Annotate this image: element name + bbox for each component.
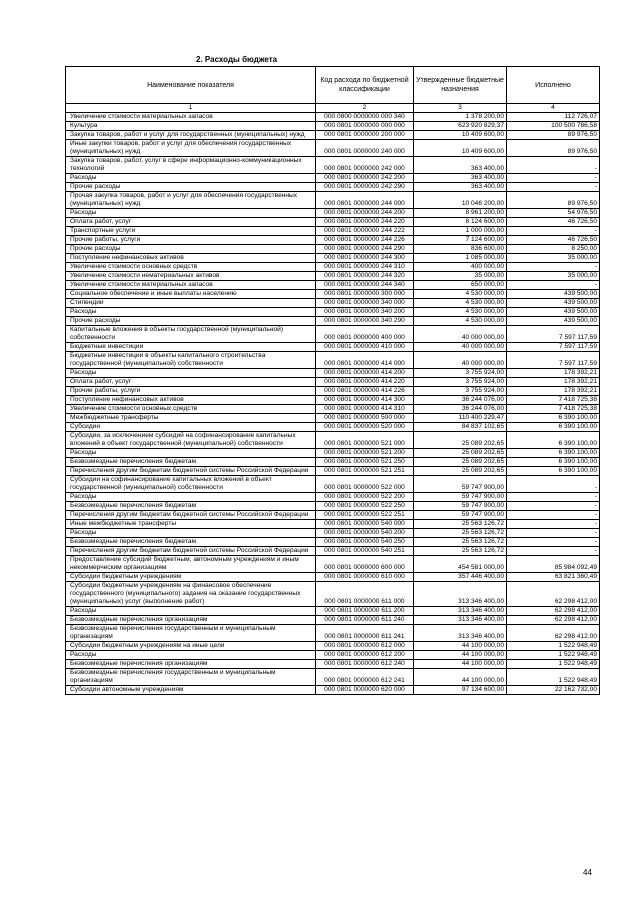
row-executed: -: [507, 493, 600, 502]
row-approved: 25 089 202,65: [414, 449, 507, 458]
row-approved: 59 747 900,00: [414, 502, 507, 511]
row-executed: 62 298 412,00: [507, 616, 600, 625]
table-row: [66, 396, 600, 405]
row-code: 000 0801 0000000 521 000: [316, 432, 414, 449]
row-code: 000 0801 0000000 244 290: [316, 245, 414, 254]
row-approved: 25 089 202,65: [414, 458, 507, 467]
header-executed: Исполнено: [507, 67, 600, 104]
row-approved: 454 581 000,00: [414, 556, 507, 573]
row-name: Расходы: [66, 529, 316, 538]
table-row: [66, 299, 600, 308]
table-row: [66, 502, 600, 511]
row-code: 000 0801 0000000 610 000: [316, 573, 414, 582]
row-code: 000 0801 0000000 522 200: [316, 493, 414, 502]
row-executed: 6 390 100,00: [507, 449, 600, 458]
row-code: 000 0801 0000000 242 200: [316, 174, 414, 183]
row-approved: 25 089 202,65: [414, 467, 507, 476]
row-approved: 36 244 076,00: [414, 396, 507, 405]
row-name: Культура: [66, 122, 316, 131]
row-name: Иные закупки товаров, работ и услуг для обеспечения государственных (муниципальных) нужд: [66, 140, 316, 157]
row-code: 000 0801 0000000 612 241: [316, 669, 414, 686]
row-name: Иные межбюджетные трансферты: [66, 520, 316, 529]
row-code: 000 0801 0000000 521 200: [316, 449, 414, 458]
row-name: Безвозмездные перечисления государственным и муниципальным организациям: [66, 669, 316, 686]
row-executed: 54 976,50: [507, 209, 600, 218]
table-row: [66, 254, 600, 263]
row-approved: 10 046 200,00: [414, 192, 507, 209]
table-row: [66, 122, 600, 131]
row-name: Безвозмездные перечисления бюджетам: [66, 502, 316, 511]
row-name: Закупка товаров, работ, услуг в сфере информационно-коммуникационных технологий: [66, 157, 316, 174]
row-name: Увеличение стоимости основных средств: [66, 263, 316, 272]
table-row: [66, 209, 600, 218]
table-row: [66, 476, 600, 493]
row-name: Бюджетные инвестиции в объекты капитального строительства государственной (муниципальной) собственности: [66, 352, 316, 369]
row-name: Безвозмездные перечисления государственным и муниципальным организациям: [66, 625, 316, 642]
row-executed: -: [507, 511, 600, 520]
row-name: Прочие расходы: [66, 183, 316, 192]
row-code: 000 0801 0000000 522 251: [316, 511, 414, 520]
row-code: 000 0801 0000000 000 000: [316, 122, 414, 131]
row-approved: 357 446 400,00: [414, 573, 507, 582]
row-approved: 1 085 000,00: [414, 254, 507, 263]
table-row: [66, 263, 600, 272]
row-code: 000 0801 0000000 522 250: [316, 502, 414, 511]
section-title: 2. Расходы бюджета: [196, 55, 278, 64]
row-executed: 85 984 092,49: [507, 556, 600, 573]
row-name: Безвозмездные перечисления бюджетам: [66, 458, 316, 467]
table-row: [66, 651, 600, 660]
row-code: 000 0801 0000000 340 200: [316, 308, 414, 317]
row-approved: 40 000 000,00: [414, 326, 507, 343]
row-executed: -: [507, 227, 600, 236]
row-executed: 7 597 117,59: [507, 326, 600, 343]
row-approved: 4 530 000,00: [414, 299, 507, 308]
row-code: 000 0801 0000000 540 200: [316, 529, 414, 538]
row-executed: -: [507, 502, 600, 511]
row-executed: 35 000,00: [507, 272, 600, 281]
table-row: [66, 352, 600, 369]
table-row: [66, 414, 600, 423]
row-name: Бюджетные инвестиции: [66, 343, 316, 352]
table-row: [66, 616, 600, 625]
row-approved: 8 961 200,00: [414, 209, 507, 218]
table-row: [66, 493, 600, 502]
row-name: Безвозмездные перечисления организациям: [66, 660, 316, 669]
row-executed: 6 390 100,00: [507, 423, 600, 432]
row-code: 000 0801 0000000 611 241: [316, 625, 414, 642]
table-row: [66, 538, 600, 547]
row-approved: 35 000,00: [414, 272, 507, 281]
row-approved: 25 563 126,72: [414, 529, 507, 538]
row-approved: 313 346 400,00: [414, 607, 507, 616]
row-executed: 46 726,50: [507, 218, 600, 227]
row-approved: 4 530 000,00: [414, 290, 507, 299]
table-row: [66, 669, 600, 686]
row-code: 000 0801 0000000 200 000: [316, 131, 414, 140]
row-name: Перечисления другим бюджетам бюджетной системы Российской Федерации: [66, 467, 316, 476]
row-approved: 650 000,00: [414, 281, 507, 290]
row-approved: 3 755 924,00: [414, 369, 507, 378]
row-code: 000 0801 0000000 410 000: [316, 343, 414, 352]
row-executed: -: [507, 520, 600, 529]
row-approved: 25 563 126,72: [414, 520, 507, 529]
row-code: 000 0801 0000000 414 220: [316, 378, 414, 387]
row-approved: 400 000,00: [414, 263, 507, 272]
table-row: [66, 432, 600, 449]
row-code: 000 0801 0000000 244 200: [316, 209, 414, 218]
table-row: [66, 520, 600, 529]
row-executed: 62 298 412,00: [507, 625, 600, 642]
row-executed: 6 390 100,00: [507, 414, 600, 423]
row-name: Прочие расходы: [66, 317, 316, 326]
row-code: 000 0801 0000000 620 000: [316, 686, 414, 695]
row-approved: 313 346 400,00: [414, 582, 507, 607]
row-approved: 59 747 900,00: [414, 476, 507, 493]
row-approved: 59 747 900,00: [414, 511, 507, 520]
row-name: Предоставление субсидий бюджетным, автономным учреждениям и иным некоммерческим организациям: [66, 556, 316, 573]
row-approved: 25 563 126,72: [414, 547, 507, 556]
row-name: Социальное обеспечение и иные выплаты населению: [66, 290, 316, 299]
table-row: [66, 529, 600, 538]
table-row: [66, 272, 600, 281]
table-row: [66, 607, 600, 616]
table-row: [66, 308, 600, 317]
row-approved: 44 100 000,00: [414, 660, 507, 669]
row-executed: 439 500,00: [507, 317, 600, 326]
row-name: Поступление нефинансовых активов: [66, 254, 316, 263]
table-row: [66, 343, 600, 352]
row-approved: 10 409 600,00: [414, 140, 507, 157]
row-code: 000 0801 0000000 522 000: [316, 476, 414, 493]
table-row: [66, 547, 600, 556]
row-code: 000 0801 0000000 520 000: [316, 423, 414, 432]
row-approved: 8 124 600,00: [414, 218, 507, 227]
table-row: [66, 511, 600, 520]
row-name: Оплата работ, услуг: [66, 378, 316, 387]
table-row: [66, 218, 600, 227]
row-code: 000 0801 0000000 244 226: [316, 236, 414, 245]
column-number: 4: [507, 104, 600, 113]
row-code: 000 0801 0000000 340 290: [316, 317, 414, 326]
row-name: Капитальные вложения в объекты государственной (муниципальной) собственности: [66, 326, 316, 343]
row-name: Перечисления другим бюджетам бюджетной системы Российской Федерации: [66, 547, 316, 556]
row-approved: 4 530 000,00: [414, 317, 507, 326]
row-code: 000 0801 0000000 240 000: [316, 140, 414, 157]
table-row: [66, 660, 600, 669]
row-name: Расходы: [66, 607, 316, 616]
row-executed: 7 597 117,59: [507, 352, 600, 369]
row-executed: -: [507, 476, 600, 493]
row-executed: 178 392,21: [507, 369, 600, 378]
header-indicator: Наименование показателя: [66, 67, 316, 104]
row-name: Расходы: [66, 174, 316, 183]
row-executed: 62 298 412,00: [507, 582, 600, 607]
row-approved: 84 837 102,65: [414, 423, 507, 432]
row-name: Увеличение стоимости основных средств: [66, 405, 316, 414]
row-executed: 7 418 725,38: [507, 405, 600, 414]
row-name: Увеличение стоимости нематериальных активов: [66, 272, 316, 281]
row-approved: 40 000 000,00: [414, 352, 507, 369]
row-executed: 6 390 100,00: [507, 458, 600, 467]
row-executed: 1 522 948,49: [507, 642, 600, 651]
row-executed: 100 500 786,58: [507, 122, 600, 131]
row-executed: -: [507, 281, 600, 290]
table-row: [66, 686, 600, 695]
row-executed: 439 500,00: [507, 290, 600, 299]
row-name: Расходы: [66, 308, 316, 317]
row-code: 000 0801 0000000 600 000: [316, 556, 414, 573]
row-name: Закупка товаров, работ и услуг для государственных (муниципальных) нужд: [66, 131, 316, 140]
row-executed: 6 390 100,00: [507, 432, 600, 449]
table-row: [66, 625, 600, 642]
table-row: [66, 405, 600, 414]
row-executed: 1 522 948,49: [507, 651, 600, 660]
row-code: 000 0801 0000000 414 310: [316, 405, 414, 414]
row-executed: 1 522 948,49: [507, 660, 600, 669]
header-code: Код расхода по бюджетной классификации: [316, 67, 414, 104]
row-executed: 89 976,50: [507, 192, 600, 209]
row-approved: 10 409 600,00: [414, 131, 507, 140]
row-name: Субсидии, за исключением субсидий на софинансирование капитальных вложений в объект государственной (муниципальной) собственности: [66, 432, 316, 449]
row-name: Субсидии бюджетным учреждениям: [66, 573, 316, 582]
row-name: Субсидии бюджетным учреждениям на иные цели: [66, 642, 316, 651]
table-row: [66, 183, 600, 192]
row-name: Расходы: [66, 651, 316, 660]
row-code: 000 0801 0000000 414 300: [316, 396, 414, 405]
row-executed: 112 726,07: [507, 113, 600, 122]
row-name: Перечисления другим бюджетам бюджетной системы Российской Федерации: [66, 511, 316, 520]
row-approved: 36 244 076,00: [414, 405, 507, 414]
table-row: [66, 387, 600, 396]
row-name: Расходы: [66, 209, 316, 218]
row-approved: 3 755 924,00: [414, 378, 507, 387]
row-name: Прочие работы, услуги: [66, 236, 316, 245]
row-name: Межбюджетные трансферты: [66, 414, 316, 423]
table-row: [66, 369, 600, 378]
row-executed: 89 976,50: [507, 140, 600, 157]
row-code: 000 0801 0000000 414 226: [316, 387, 414, 396]
row-name: Прочие работы, услуги: [66, 387, 316, 396]
row-code: 000 0801 0000000 612 240: [316, 660, 414, 669]
row-executed: 6 390 100,00: [507, 467, 600, 476]
row-name: Субсидии на софинансирование капитальных вложений в объект государственной (муниципальной) собственности: [66, 476, 316, 493]
row-name: Оплата работ, услуг: [66, 218, 316, 227]
row-approved: 623 920 829,37: [414, 122, 507, 131]
row-approved: 4 530 000,00: [414, 308, 507, 317]
row-code: 000 0801 0000000 540 000: [316, 520, 414, 529]
table-row: [66, 449, 600, 458]
row-executed: 62 298 412,00: [507, 607, 600, 616]
row-approved: 97 134 600,00: [414, 686, 507, 695]
table-row: [66, 236, 600, 245]
table-row: [66, 423, 600, 432]
row-code: 000 0801 0000000 611 200: [316, 607, 414, 616]
row-code: 000 0801 0000000 244 220: [316, 218, 414, 227]
row-approved: 44 100 000,00: [414, 642, 507, 651]
row-executed: 7 597 117,59: [507, 343, 600, 352]
row-approved: 313 346 400,00: [414, 625, 507, 642]
row-executed: -: [507, 174, 600, 183]
row-executed: 46 726,50: [507, 236, 600, 245]
row-code: 000 0801 0000000 244 320: [316, 272, 414, 281]
page-number: 44: [583, 868, 592, 877]
row-approved: 363 400,00: [414, 157, 507, 174]
table-row: [66, 326, 600, 343]
row-code: 000 0801 0000000 521 251: [316, 467, 414, 476]
row-approved: 363 400,00: [414, 174, 507, 183]
row-name: Увеличение стоимости материальных запасов: [66, 113, 316, 122]
column-number: 1: [66, 104, 316, 113]
table-row: [66, 281, 600, 290]
row-code: 000 0801 0000000 414 000: [316, 352, 414, 369]
row-approved: 1 000 000,00: [414, 227, 507, 236]
row-code: 000 0801 0000000 611 240: [316, 616, 414, 625]
table-row: [66, 157, 600, 174]
row-executed: 439 500,00: [507, 308, 600, 317]
row-name: Безвозмездные перечисления организациям: [66, 616, 316, 625]
row-name: Прочая закупка товаров, работ и услуг для обеспечения государственных (муниципальных) нужд: [66, 192, 316, 209]
row-code: 000 0801 0000000 612 200: [316, 651, 414, 660]
row-name: Расходы: [66, 493, 316, 502]
row-name: Безвозмездные перечисления бюджетам: [66, 538, 316, 547]
table-row: [66, 582, 600, 607]
row-approved: 110 400 229,47: [414, 414, 507, 423]
table-row: [66, 573, 600, 582]
table-row: [66, 174, 600, 183]
row-code: 000 0801 0000000 414 200: [316, 369, 414, 378]
row-approved: 25 563 126,72: [414, 538, 507, 547]
table-row: [66, 556, 600, 573]
row-executed: 8 250,00: [507, 245, 600, 254]
row-approved: 313 346 400,00: [414, 616, 507, 625]
row-approved: 363 400,00: [414, 183, 507, 192]
row-approved: 44 100 000,00: [414, 651, 507, 660]
row-approved: 25 089 202,65: [414, 432, 507, 449]
row-approved: 40 000 000,00: [414, 343, 507, 352]
row-name: Субсидии бюджетным учреждениям на финансовое обеспечение государственного (муниципального) задания на оказание государственных (муниципальных) услуг (выполнение работ): [66, 582, 316, 607]
row-name: Поступление нефинансовых активов: [66, 396, 316, 405]
row-code: 000 0801 0000000 540 250: [316, 538, 414, 547]
row-name: Расходы: [66, 369, 316, 378]
row-approved: 1 378 200,00: [414, 113, 507, 122]
row-name: Транспортные услуги: [66, 227, 316, 236]
row-name: Увеличение стоимости материальных запасов: [66, 281, 316, 290]
row-code: 000 0801 0000000 244 000: [316, 192, 414, 209]
row-executed: -: [507, 529, 600, 538]
table-row: [66, 227, 600, 236]
table-row: [66, 378, 600, 387]
row-name: Субсидии: [66, 423, 316, 432]
row-name: Субсидии автономным учреждениям: [66, 686, 316, 695]
header-approved: Утвержденные бюджетные назначения: [414, 67, 507, 104]
row-approved: 59 747 900,00: [414, 493, 507, 502]
row-executed: -: [507, 183, 600, 192]
row-executed: 35 000,00: [507, 254, 600, 263]
row-code: 000 0801 0000000 244 310: [316, 263, 414, 272]
expenses-table: [65, 66, 600, 695]
table-row: [66, 467, 600, 476]
row-code: 000 0801 0000000 540 251: [316, 547, 414, 556]
table-row: [66, 290, 600, 299]
table-row: [66, 113, 600, 122]
row-code: 000 0801 0000000 244 300: [316, 254, 414, 263]
row-executed: 89 976,50: [507, 131, 600, 140]
row-code: 000 0801 0000000 521 250: [316, 458, 414, 467]
table-row: [66, 245, 600, 254]
table-body: [66, 113, 600, 695]
row-executed: -: [507, 157, 600, 174]
row-code: 000 0800 0000000 000 340: [316, 113, 414, 122]
row-executed: 178 392,21: [507, 387, 600, 396]
row-executed: 22 162 732,00: [507, 686, 600, 695]
row-approved: 7 124 600,00: [414, 236, 507, 245]
row-executed: -: [507, 263, 600, 272]
row-code: 000 0801 0000000 500 000: [316, 414, 414, 423]
row-executed: 63 821 360,49: [507, 573, 600, 582]
table-row: [66, 642, 600, 651]
row-code: 000 0801 0000000 242 000: [316, 157, 414, 174]
table-row: [66, 192, 600, 209]
row-code: 000 0801 0000000 244 340: [316, 281, 414, 290]
row-name: Прочие расходы: [66, 245, 316, 254]
row-name: Стипендии: [66, 299, 316, 308]
row-executed: 7 418 725,38: [507, 396, 600, 405]
column-number: 2: [316, 104, 414, 113]
row-code: 000 0801 0000000 340 000: [316, 299, 414, 308]
column-number: 3: [414, 104, 507, 113]
row-approved: 3 755 924,00: [414, 387, 507, 396]
row-executed: 439 500,00: [507, 299, 600, 308]
table-row: [66, 140, 600, 157]
row-code: 000 0801 0000000 300 000: [316, 290, 414, 299]
row-executed: -: [507, 538, 600, 547]
row-executed: 178 392,21: [507, 378, 600, 387]
row-code: 000 0801 0000000 612 000: [316, 642, 414, 651]
table-row: [66, 317, 600, 326]
row-code: 000 0801 0000000 611 000: [316, 582, 414, 607]
header-row: [66, 67, 600, 104]
row-executed: 1 522 948,49: [507, 669, 600, 686]
table-row: [66, 458, 600, 467]
row-approved: 44 100 000,00: [414, 669, 507, 686]
row-code: 000 0801 0000000 242 290: [316, 183, 414, 192]
column-numbers-row: [66, 104, 600, 113]
row-executed: -: [507, 547, 600, 556]
row-approved: 836 600,00: [414, 245, 507, 254]
row-code: 000 0801 0000000 400 000: [316, 326, 414, 343]
table-row: [66, 131, 600, 140]
row-name: Расходы: [66, 449, 316, 458]
row-code: 000 0801 0000000 244 222: [316, 227, 414, 236]
